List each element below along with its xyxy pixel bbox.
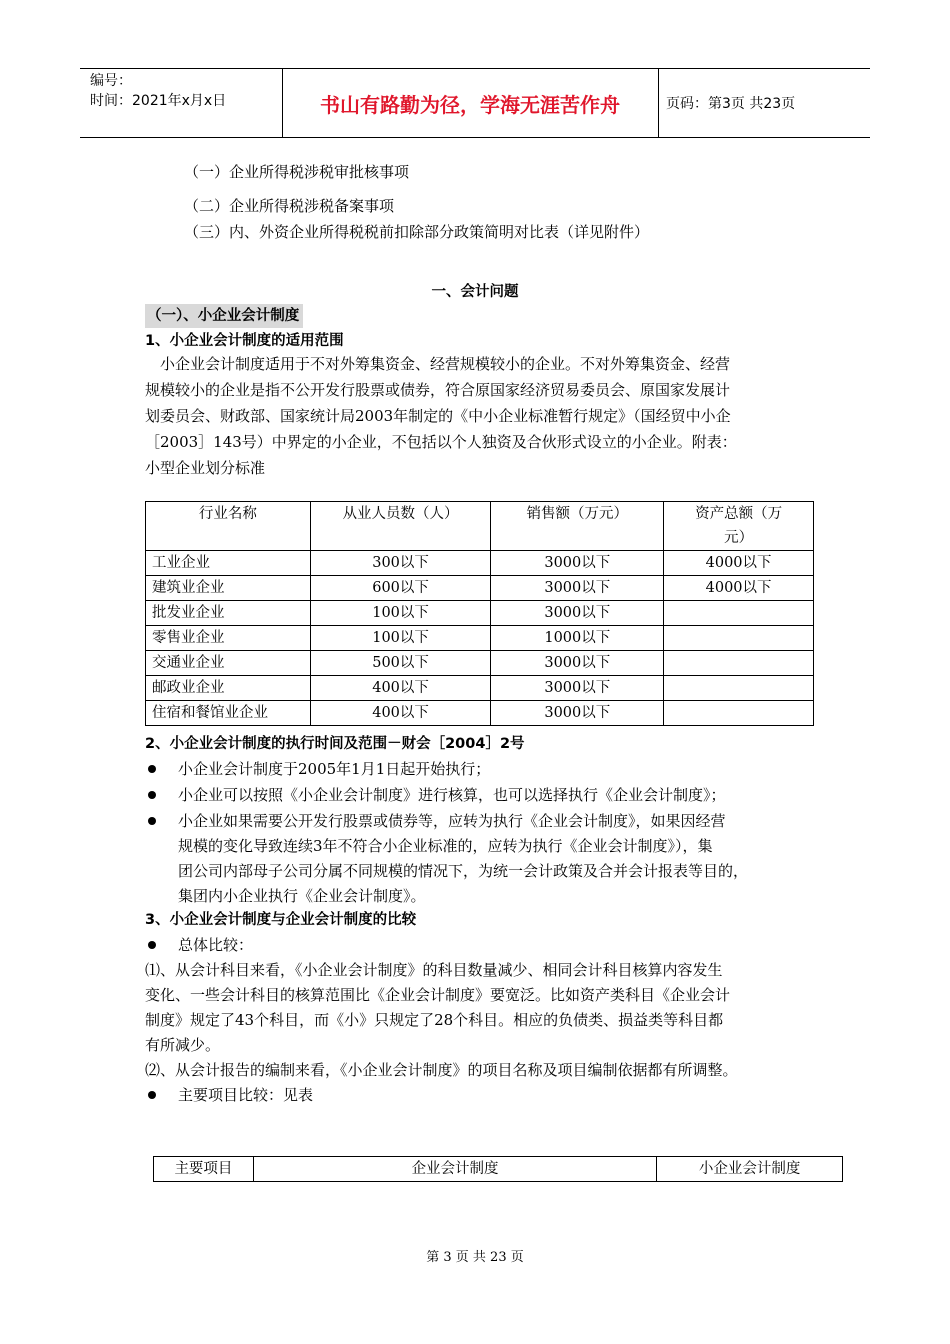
enterprise-size-table <box>145 501 814 726</box>
section-title: 一、会计问题 <box>431 284 519 300</box>
header-part: 元） <box>724 530 754 546</box>
bullet-dot <box>148 941 156 949</box>
table-header-cell: 企业会计制度 <box>253 1157 656 1182</box>
table-cell <box>664 601 814 626</box>
table-cell: 400以下 <box>310 676 491 701</box>
page-info: 页码：第3页 共23页 <box>666 96 796 112</box>
table-cell: 3000以下 <box>491 651 664 676</box>
table-cell: 邮政业企业 <box>146 676 311 701</box>
table-header-cell: 主要项目 <box>154 1157 254 1182</box>
header-motto <box>282 69 659 137</box>
para1-line: 小企业会计制度适用于不对外筹集资金、经营规模较小的企业。不对外筹集资金、经营 <box>160 355 731 373</box>
table-header-cell <box>664 502 814 551</box>
para1-line: 小型企业划分标准 <box>145 459 266 477</box>
table-cell: 3000以下 <box>491 551 664 576</box>
heading-2: 2、小企业会计制度的执行时间及范围－财会［2004］2号 <box>145 736 525 752</box>
table-cell <box>664 651 814 676</box>
header-meta <box>80 69 283 137</box>
table-cell: 3000以下 <box>491 701 664 726</box>
table-row <box>146 626 814 651</box>
table-cell: 零售业企业 <box>146 626 311 651</box>
bullet-dot <box>148 1091 156 1099</box>
toc-item-2: （二）企业所得税涉税备案事项 <box>184 197 395 215</box>
table-header-row <box>154 1157 843 1182</box>
table-cell: 300以下 <box>310 551 491 576</box>
table-cell: 100以下 <box>310 626 491 651</box>
para1-line: ［2003］143号）中界定的小企业，不包括以个人独资及合伙形式设立的小企业。附表： <box>145 433 737 451</box>
table-cell: 批发业企业 <box>146 601 311 626</box>
table-row <box>146 551 814 576</box>
comparison-table <box>153 1156 843 1182</box>
para1-line: 划委员会、财政部、国家统计局2003年制定的《中小企业标准暂行规定》（国经贸中小企 <box>145 407 731 425</box>
bullet-item: 主要项目比较：见表 <box>178 1086 314 1104</box>
document-number-label: 编号： <box>90 73 132 89</box>
para3-line: ⑴、从会计科目来看，《小企业会计制度》的科目数量减少、相同会计科目核算内容发生 <box>145 961 723 979</box>
page-header <box>80 68 870 138</box>
table-cell <box>664 701 814 726</box>
heading-3: 3、小企业会计制度与企业会计制度的比较 <box>145 912 417 928</box>
page-footer: 第 3 页 共 23 页 <box>426 1250 524 1265</box>
table-header-cell: 从业人员数（人） <box>310 502 491 551</box>
table-cell <box>664 626 814 651</box>
document-date: 时间：2021年x月x日 <box>90 93 227 109</box>
toc-item-1: （一）企业所得税涉税审批核事项 <box>184 163 410 181</box>
table-cell: 500以下 <box>310 651 491 676</box>
table-cell: 600以下 <box>310 576 491 601</box>
bullet-dot <box>148 765 156 773</box>
table-header-row <box>146 502 814 551</box>
table-cell: 3000以下 <box>491 676 664 701</box>
bullet-item: 小企业可以按照《小企业会计制度》进行核算，也可以选择执行《企业会计制度》； <box>178 786 726 804</box>
table-row <box>146 576 814 601</box>
table-cell: 4000以下 <box>664 551 814 576</box>
para3-line: 制度》规定了43个科目，而《小》只规定了28个科目。相应的负债类、损益类等科目都 <box>145 1011 724 1029</box>
table-cell: 100以下 <box>310 601 491 626</box>
table-cell: 住宿和餐馆业企业 <box>146 701 311 726</box>
table-row <box>146 651 814 676</box>
table-cell: 1000以下 <box>491 626 664 651</box>
bullet-item-cont: 集团内小企业执行《企业会计制度》。 <box>178 887 426 905</box>
toc-item-3: （三）内、外资企业所得税税前扣除部分政策简明对比表（详见附件） <box>184 223 650 241</box>
table-cell: 交通业企业 <box>146 651 311 676</box>
header-part: 资产总额（万 <box>695 506 783 522</box>
bullet-item: 小企业如果需要公开发行股票或债券等，应转为执行《企业会计制度》，如果因经营 <box>178 812 726 830</box>
bullet-item-cont: 团公司内部母子公司分属不同规模的情况下，为统一会计政策及合并会计报表等目的， <box>178 862 749 880</box>
heading-1: 1、小企业会计制度的适用范围 <box>145 333 344 349</box>
table-row <box>146 601 814 626</box>
bullet-item: 总体比较： <box>178 936 254 954</box>
bullet-item: 小企业会计制度于2005年1月1日起开始执行； <box>178 760 491 778</box>
bullet-dot <box>148 791 156 799</box>
para3-line: ⑵、从会计报告的编制来看，《小企业会计制度》的项目名称及项目编制依据都有所调整。 <box>145 1061 738 1079</box>
table-cell: 3000以下 <box>491 576 664 601</box>
table-cell: 400以下 <box>310 701 491 726</box>
subsection-title: （一）、小企业会计制度 <box>145 304 303 328</box>
table-row <box>146 676 814 701</box>
bullet-item-cont: 规模的变化导致连续3年不符合小企业标准的，应转为执行《企业会计制度》），集 <box>178 837 713 855</box>
table-cell: 4000以下 <box>664 576 814 601</box>
table-header-cell: 行业名称 <box>146 502 311 551</box>
motto-text: 书山有路勤为径，学海无涯苦作舟 <box>320 92 620 117</box>
table-row <box>146 701 814 726</box>
table-header-cell: 小企业会计制度 <box>657 1157 843 1182</box>
table-cell: 建筑业企业 <box>146 576 311 601</box>
para3-line: 变化、一些会计科目的核算范围比《企业会计制度》要宽泛。比如资产类科目《企业会计 <box>145 986 731 1004</box>
para3-line: 有所减少。 <box>145 1036 221 1054</box>
bullet-dot <box>148 817 156 825</box>
table-cell: 工业企业 <box>146 551 311 576</box>
table-cell <box>664 676 814 701</box>
para1-line: 规模较小的企业是指不公开发行股票或债券，符合原国家经济贸易委员会、原国家发展计 <box>145 381 731 399</box>
table-header-cell: 销售额（万元） <box>491 502 664 551</box>
table-cell: 3000以下 <box>491 601 664 626</box>
